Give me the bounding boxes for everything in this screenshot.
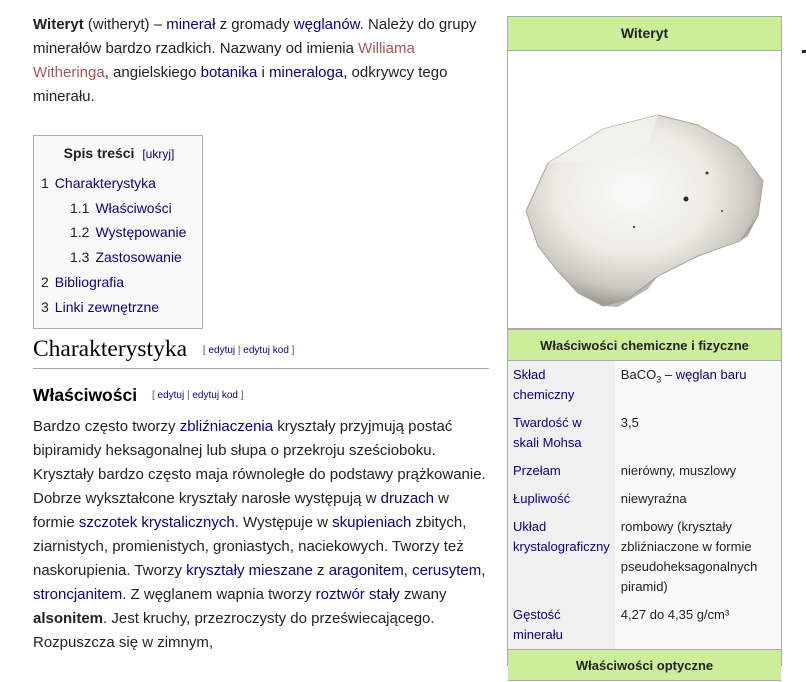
toc-list <box>34 171 202 319</box>
text-run: z <box>312 562 329 579</box>
edit-code-link[interactable]: edytuj kod <box>243 345 289 356</box>
article-link[interactable]: druzach <box>380 490 435 507</box>
infobox-row <box>508 409 781 457</box>
infobox-section-optical: Właściwości optyczne <box>508 649 781 681</box>
section-heading-text: Charakterystyka <box>33 336 188 362</box>
text-run: , <box>403 562 413 579</box>
article-link[interactable]: aragonitem <box>328 562 404 579</box>
edit-link[interactable]: edytuj <box>208 345 236 356</box>
infobox-value: BaCO$_3$ – węglan baru <box>620 367 747 385</box>
subsection-heading <box>33 383 244 408</box>
article-link[interactable]: cerusytem <box>412 562 482 579</box>
toc-link[interactable]: Występowanie <box>95 224 187 241</box>
text-run: . Jest kruchy, przezroczysty do przeświecającego. Rozpuszcza się w zimnym, <box>33 610 435 651</box>
article-link[interactable]: zbliźniaczenia <box>179 418 274 435</box>
infobox-value: rombowy (kryształy zbliźniaczone w formie pseudoheksagonalnych piramid) <box>620 519 758 594</box>
infobox-row <box>508 457 781 485</box>
infobox-image[interactable] <box>508 51 781 329</box>
mineral-photo-icon <box>508 51 781 329</box>
toc-number: 1.2 <box>70 224 90 241</box>
toc-item[interactable] <box>34 295 202 320</box>
toc-number: 1.1 <box>70 199 90 216</box>
article-link[interactable]: minerał <box>166 16 216 33</box>
article-link[interactable]: stroncjanitem <box>33 586 123 603</box>
toc-header <box>36 143 202 164</box>
text-run: . Należy do grupy minerałów bardzo rzadkich. Nazwany od imienia <box>33 16 477 57</box>
infobox-key-link[interactable]: Gęstość minerału <box>513 607 563 642</box>
bold-term: alsonitem <box>33 610 104 627</box>
article-content <box>33 13 489 651</box>
text-run: (witheryt) – <box>83 16 167 33</box>
section-heading <box>33 335 489 369</box>
toc-link[interactable]: Charakterystyka <box>54 175 156 191</box>
text-run: , angielskiego <box>104 64 201 81</box>
toc-number: 1 <box>41 175 49 191</box>
infobox-key-link[interactable]: Skład chemiczny <box>513 367 575 402</box>
article-link[interactable]: kryształy mieszane <box>186 562 313 579</box>
text-run: z gromady <box>215 16 294 33</box>
article-link[interactable]: szczotek krystalicznych <box>78 514 235 531</box>
infobox-value: nierówny, muszlowy <box>620 463 737 478</box>
text-run: zwany <box>399 586 447 603</box>
infobox-value-link[interactable]: węglan baru <box>675 367 747 382</box>
text-run: . Występuje w <box>234 514 333 531</box>
article-link[interactable]: węglanów <box>293 16 360 33</box>
section-edit-links: [ edytuj | edytuj kod ] <box>202 345 295 356</box>
article-link[interactable]: Williama Witheringa <box>33 40 415 81</box>
body-paragraph <box>33 415 489 655</box>
text-run: w formie <box>33 490 450 531</box>
infobox-key-link[interactable]: Łupliwość <box>513 491 571 506</box>
toc-item[interactable] <box>34 196 202 221</box>
infobox-section-chemical: Właściwości chemiczne i fizyczne <box>508 329 781 361</box>
toc-item[interactable] <box>34 245 202 270</box>
infobox-row <box>508 485 781 513</box>
infobox-row <box>508 601 781 649</box>
text-run: zbitych, ziarnistych, promienistych, groniastych, naciekowych. Tworzy też naskorupienia. Tworzy <box>33 514 467 579</box>
text-run: i <box>257 64 269 81</box>
edit-code-link[interactable]: edytuj kod <box>192 390 238 401</box>
toc-number: 1.3 <box>70 249 90 266</box>
toc-hide-link[interactable]: [ukryj] <box>142 147 175 161</box>
toc-link[interactable]: Właściwości <box>95 199 172 216</box>
edit-link[interactable]: edytuj <box>157 390 185 401</box>
infobox-key-link[interactable]: Układ krystalograficzny <box>513 519 610 554</box>
infobox-title: Witeryt <box>508 17 781 51</box>
infobox-key-link[interactable]: Przełam <box>513 463 561 478</box>
text-run: . Z węglanem wapnia tworzy <box>122 586 316 603</box>
article-link[interactable]: botanika <box>200 64 258 81</box>
toc-link[interactable]: Linki zewnętrzne <box>54 298 160 315</box>
infobox-value: niewyraźna <box>620 491 687 506</box>
subsection-edit-links: [ edytuj | edytuj kod ] <box>151 390 244 401</box>
infobox-value: 3,5 <box>620 415 639 430</box>
infobox-row <box>508 513 781 601</box>
infobox-value: 4,27 do 4,35 g/cm³ <box>620 607 730 622</box>
toc-link[interactable]: Zastosowanie <box>95 249 182 266</box>
subsection-heading-text: Właściwości <box>33 385 138 405</box>
infobox-key-link[interactable]: Twardość w skali Mohsa <box>513 415 582 450</box>
text-run: , odkrywcy tego minerału. <box>33 64 448 105</box>
toc-number: 2 <box>41 273 49 290</box>
toc-item[interactable] <box>34 171 202 196</box>
text-run: Bardzo często tworzy <box>33 418 180 435</box>
infobox <box>507 16 782 673</box>
article-link[interactable]: mineraloga <box>269 64 344 81</box>
toc-item[interactable] <box>34 270 202 295</box>
infobox-table <box>508 361 781 649</box>
toc-link[interactable]: Bibliografia <box>54 273 125 290</box>
toc-item[interactable] <box>34 220 202 245</box>
article-link[interactable]: roztwór stały <box>315 586 400 603</box>
toc-number: 3 <box>41 298 49 315</box>
article-link[interactable]: skupieniach <box>332 514 412 531</box>
text-run: , <box>481 562 486 579</box>
text-run: kryształy przyjmują postać bipiramidy heksagonalnej lub słupa o przekroju sześcioboku. Kryształy bardzo często maja równoległe do podstawy prążkowanie. Dobrze wykształcone kryształy narosłe występują w <box>33 418 486 507</box>
toc-title: Spis treści <box>63 145 135 161</box>
infobox-row <box>508 361 781 409</box>
edge-marker <box>802 50 806 53</box>
table-of-contents <box>33 135 203 329</box>
bold-term: Witeryt <box>33 16 84 33</box>
intro-paragraph <box>33 13 489 109</box>
